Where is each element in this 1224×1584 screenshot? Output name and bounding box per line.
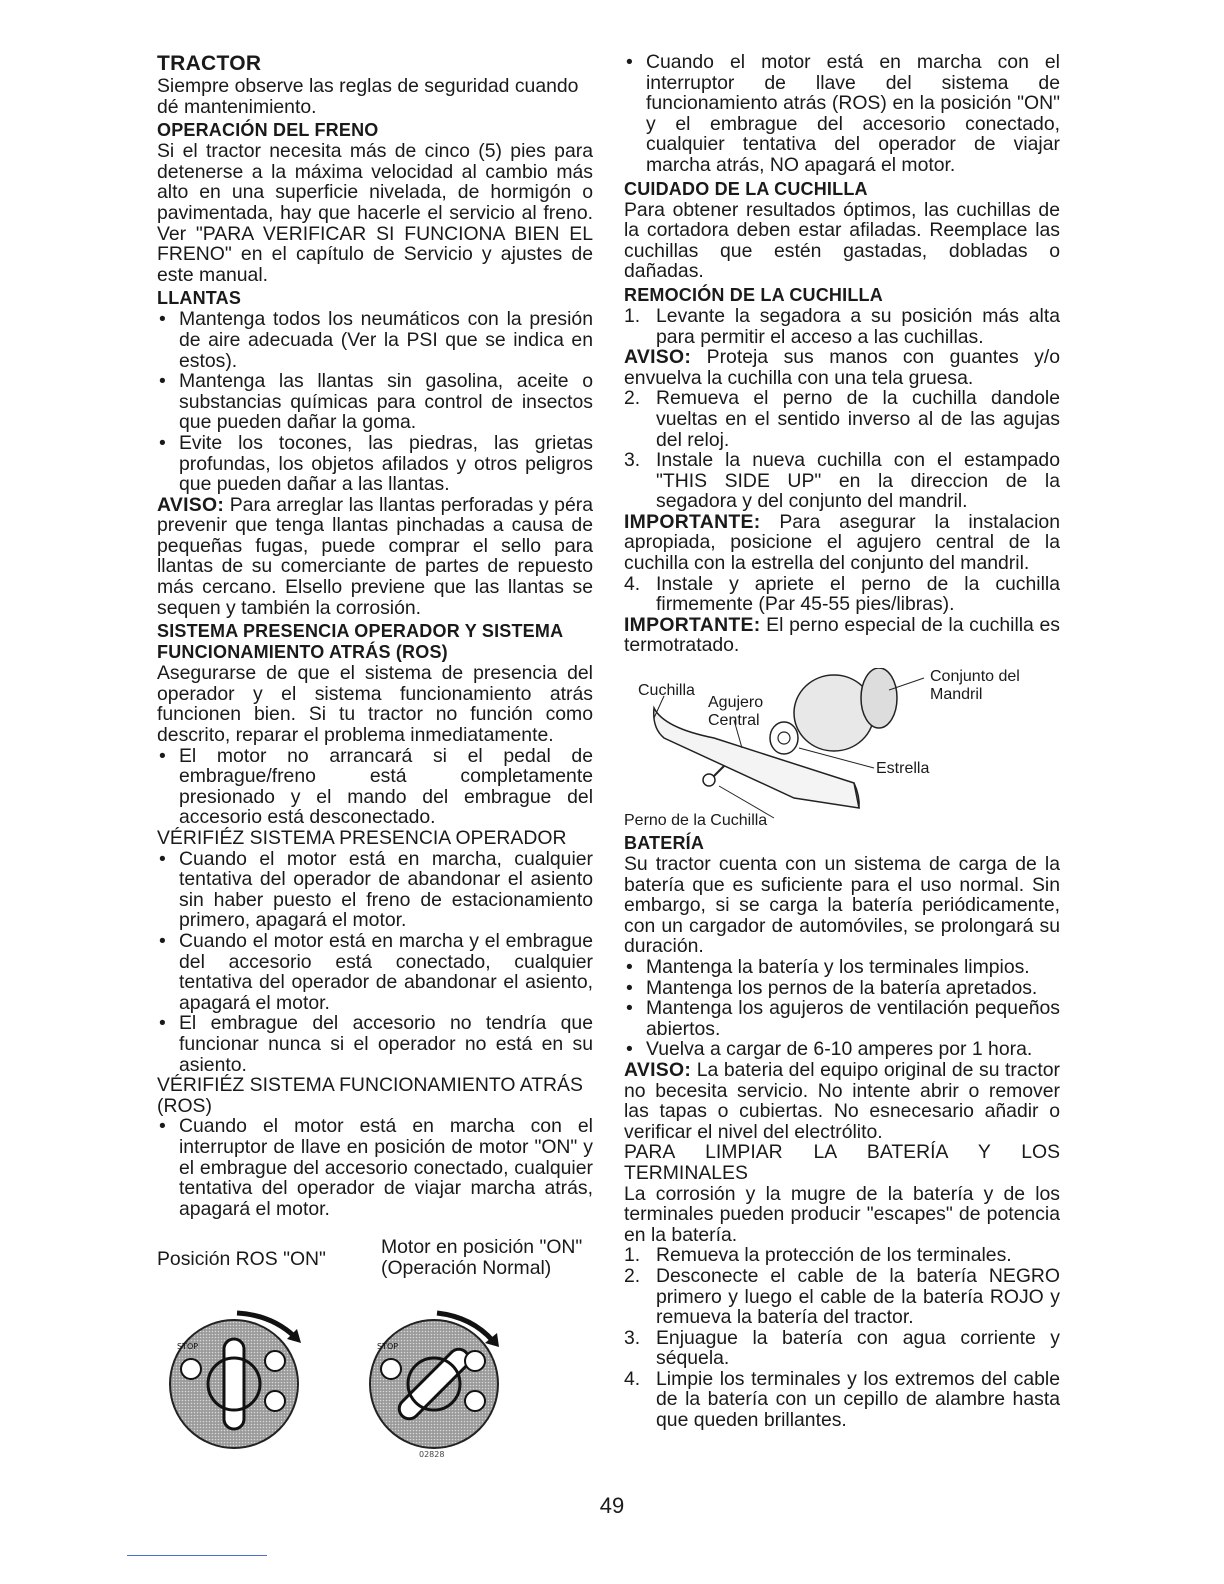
label-cuchilla: Cuchilla: [638, 682, 695, 700]
list-item: • Cuando el motor está en marcha y el embrague del accesorio está conectado, cualquier tentativa del operador de abandonar el asiento, apagará el motor.: [157, 931, 593, 1013]
list-item: • Mantenga los agujeros de ventilación pequeños abiertos.: [624, 998, 1060, 1039]
battery-clean-heading: PARA LIMPIAR LA BATERÍA Y LOS TERMINALES: [624, 1141, 1060, 1184]
label-conjunto: Conjunto del: [930, 668, 1020, 686]
ros-list: [157, 746, 593, 828]
verify-presence-list: [157, 849, 593, 1076]
list-item: • Evite los tocones, las piedras, las grietas profundas, los objetos afilados y otros peligros que pueden dañar a las llantas.: [157, 433, 593, 495]
section-title-tractor: TRACTOR: [157, 52, 262, 75]
ros-on-knob: [170, 1313, 301, 1448]
stop-label: STOP: [377, 1342, 399, 1352]
list-item: • El embrague del accesorio no tendría que funcionar nunca si el operador no está en su asiento.: [157, 1013, 593, 1075]
blade-removal-heading: REMOCIÓN DE LA CUCHILLA: [624, 284, 883, 305]
list-item: 4. Limpie los terminales y los extremos del cable de la batería con un cepillo de alambre hasta que queden brillantes.: [624, 1367, 1060, 1432]
list-item: 3. Instale la nueva cuchilla con el estampado "THIS SIDE UP" en la direccion de la segadora y del conjunto del mandril.: [624, 449, 1060, 513]
list-item: 1. Remueva la protección de los terminales.: [624, 1244, 1012, 1267]
figure-code: 02828: [419, 1450, 445, 1460]
verify-presence-heading: VÉRIFIÉZ SISTEMA PRESENCIA OPERADOR: [157, 827, 567, 849]
notice-label: AVISO:: [624, 346, 692, 369]
tires-notice: [157, 495, 593, 619]
motor-on-knob: [370, 1313, 499, 1459]
battery-clean-steps: [624, 1245, 1060, 1430]
brake-heading: OPERACIÓN DEL FRENO: [157, 120, 379, 141]
blade-removal-steps-3: [624, 574, 1060, 615]
blade-diagram: [624, 668, 1060, 830]
list-item: • Cuando el motor está en marcha con el interruptor de llave del sistema de funcionamiento atrás (ROS) en la posición "ON" y el embrague del accesorio conectado, cualquier tentativa del operador de viajar marcha atrás, NO apagará el motor.: [624, 52, 1060, 176]
verify-ros-list: [157, 1116, 593, 1219]
important-text: El perno especial de la cuchilla es termotratado.: [624, 613, 1060, 657]
notice-text: La bateria del equipo original de su tractor no becesita servicio. No intente abrir o remover las tapas o cubiertas. No esnecesario añadir o verificar el nivel del electrólito.: [624, 1058, 1060, 1143]
list-item: • Vuelva a cargar de 6-10 amperes por 1 hora.: [624, 1039, 1060, 1060]
ignition-knobs-figure: [157, 1309, 593, 1459]
list-item: • El motor no arrancará si el pedal de embrague/freno está completamente presionado y el mando del embrague del accesorio está desconectado.: [157, 746, 593, 828]
notice-text: Para arreglar las llantas perforadas y péra prevenir que tenga llantas pinchadas a causa de pequeñas fugas, puede comprar el sello para llantas de su comerciante de partes de repuesto más cercano. Elsello previene que las llantas se sequen y también la corrosión.: [157, 493, 593, 619]
ignition-figure-labels: [157, 1237, 593, 1293]
ignition-switch-illustration: [157, 1309, 593, 1459]
verify-ros-heading: VÉRIFIÉZ SISTEMA FUNCIONAMIENTO ATRÁS (ROS): [157, 1074, 583, 1117]
blade-removal-steps-2: [624, 388, 1060, 512]
list-item: • Mantenga la batería y los terminales limpios.: [624, 957, 1060, 978]
label-central: Central: [708, 712, 760, 730]
battery-heading: BATERÍA: [624, 833, 705, 854]
blade-care-text: Para obtener resultados óptimos, las cuchillas de la cortadora deben estar afiladas. Reemplace las cuchillas que estén gastadas, dobladas o dañadas.: [624, 198, 1060, 283]
important-label: IMPORTANTE:: [624, 613, 761, 636]
ros-on-label: Posición ROS "ON": [157, 1248, 326, 1271]
list-item: • Mantenga los pernos de la batería apretados.: [624, 978, 1060, 999]
important-note-2: [624, 615, 1060, 656]
important-note-1: [624, 512, 1060, 574]
list-item: 1. Levante la segadora a su posición más alta para permitir el acceso a las cuchillas.: [624, 304, 1060, 348]
ros-continued-list: [624, 52, 1060, 176]
stop-label: STOP: [177, 1342, 199, 1352]
list-item: • Mantenga todos los neumáticos con la presión de aire adecuada (Ver la PSI que se indica en estos).: [157, 309, 593, 371]
list-item: • Mantenga las llantas sin gasolina, aceite o substancias químicas para control de insectos que pueden dañar la goma.: [157, 371, 593, 433]
blade-notice: [624, 347, 1060, 388]
important-label: IMPORTANTE:: [624, 510, 761, 533]
motor-on-label: Motor en posición "ON" (Operación Normal): [381, 1236, 583, 1279]
list-item: 2. Desconecte el cable de la batería NEGRO primero y luego el cable de la batería ROJO y remueva la batería del tractor.: [624, 1264, 1060, 1329]
ros-heading: SISTEMA PRESENCIA OPERADOR Y SISTEMA FUNCIONAMIENTO ATRÁS (ROS): [157, 621, 563, 663]
list-item: • Cuando el motor está en marcha con el interruptor de llave en posición de motor "ON" y el embrague del accesorio conectado, cualquier tentativa del operador de viajar marcha atrás, apagará el motor.: [157, 1116, 593, 1219]
tires-heading: LLANTAS: [157, 288, 242, 309]
battery-clean-text: La corrosión y la mugre de la batería y de los terminales pueden producir "escapes" de potencia en la batería.: [624, 1182, 1060, 1246]
ros-text: Asegurarse de que el sistema de presencia del operador y el sistema funcionamiento atrás funcionen bien. Si tu tractor no función como descrito, reparar el problema inmediatamente.: [157, 662, 593, 747]
notice-text: Proteja sus manos con guantes y/o envuelva la cuchilla con una tela gruesa.: [624, 346, 1060, 389]
battery-text: Su tractor cuenta con un sistema de carga de la batería que es suficiente para el uso normal. Sin embargo, si se carga la batería periódicamente, con un cargador de automóviles, se prolongará su duración.: [624, 853, 1060, 958]
blade-removal-steps-1: [624, 306, 1060, 347]
list-item: 2. Remueva el perno de la cuchilla dandole vueltas en el sentido inverso al de las agujas del reloj.: [624, 387, 1060, 451]
tires-list: [157, 309, 593, 494]
brake-text: Si el tractor necesita más de cinco (5) pies para detenerse a la máxima velocidad al cambio más alto en una superficie nivelada, de hormigón o pavimentada, hay que hacerle el servicio al freno. Ver "PARA VERIFICAR SI FUNCIONA BIEN EL FRENO" en el capítulo de Servicio y ajustes de este manual.: [157, 140, 593, 286]
list-item: • Cuando el motor está en marcha, cualquier tentativa del operador de abandonar el asiento sin haber puesto el freno de estacionamiento primero, apagará el motor.: [157, 849, 593, 931]
notice-label: AVISO:: [157, 493, 225, 516]
left-column: [157, 52, 593, 1459]
important-text: Para asegurar la instalacion apropiada, posicione el agujero central de la cuchilla con la estrella del conjunto del mandril.: [624, 510, 1060, 575]
label-agujero: Agujero: [708, 694, 764, 712]
page-number: 49: [599, 1493, 625, 1518]
notice-label: AVISO:: [624, 1058, 692, 1081]
label-estrella: Estrella: [876, 760, 930, 778]
footer-rule: [127, 1555, 267, 1556]
battery-list: [624, 957, 1060, 1060]
label-mandril: Mandril: [930, 686, 983, 704]
list-item: 3. Enjuague la batería con agua corriente y séquela.: [624, 1326, 1060, 1370]
label-perno: Perno de la Cuchilla: [624, 812, 768, 830]
list-item: 4. Instale y apriete el perno de la cuchilla firmemente (Par 45-55 pies/libras).: [624, 572, 1060, 616]
right-column: [624, 52, 1060, 1431]
battery-notice: [624, 1060, 1060, 1142]
blade-care-heading: CUIDADO DE LA CUCHILLA: [624, 178, 868, 199]
intro-text: Siempre observe las reglas de seguridad cuando dé mantenimiento.: [157, 75, 579, 118]
